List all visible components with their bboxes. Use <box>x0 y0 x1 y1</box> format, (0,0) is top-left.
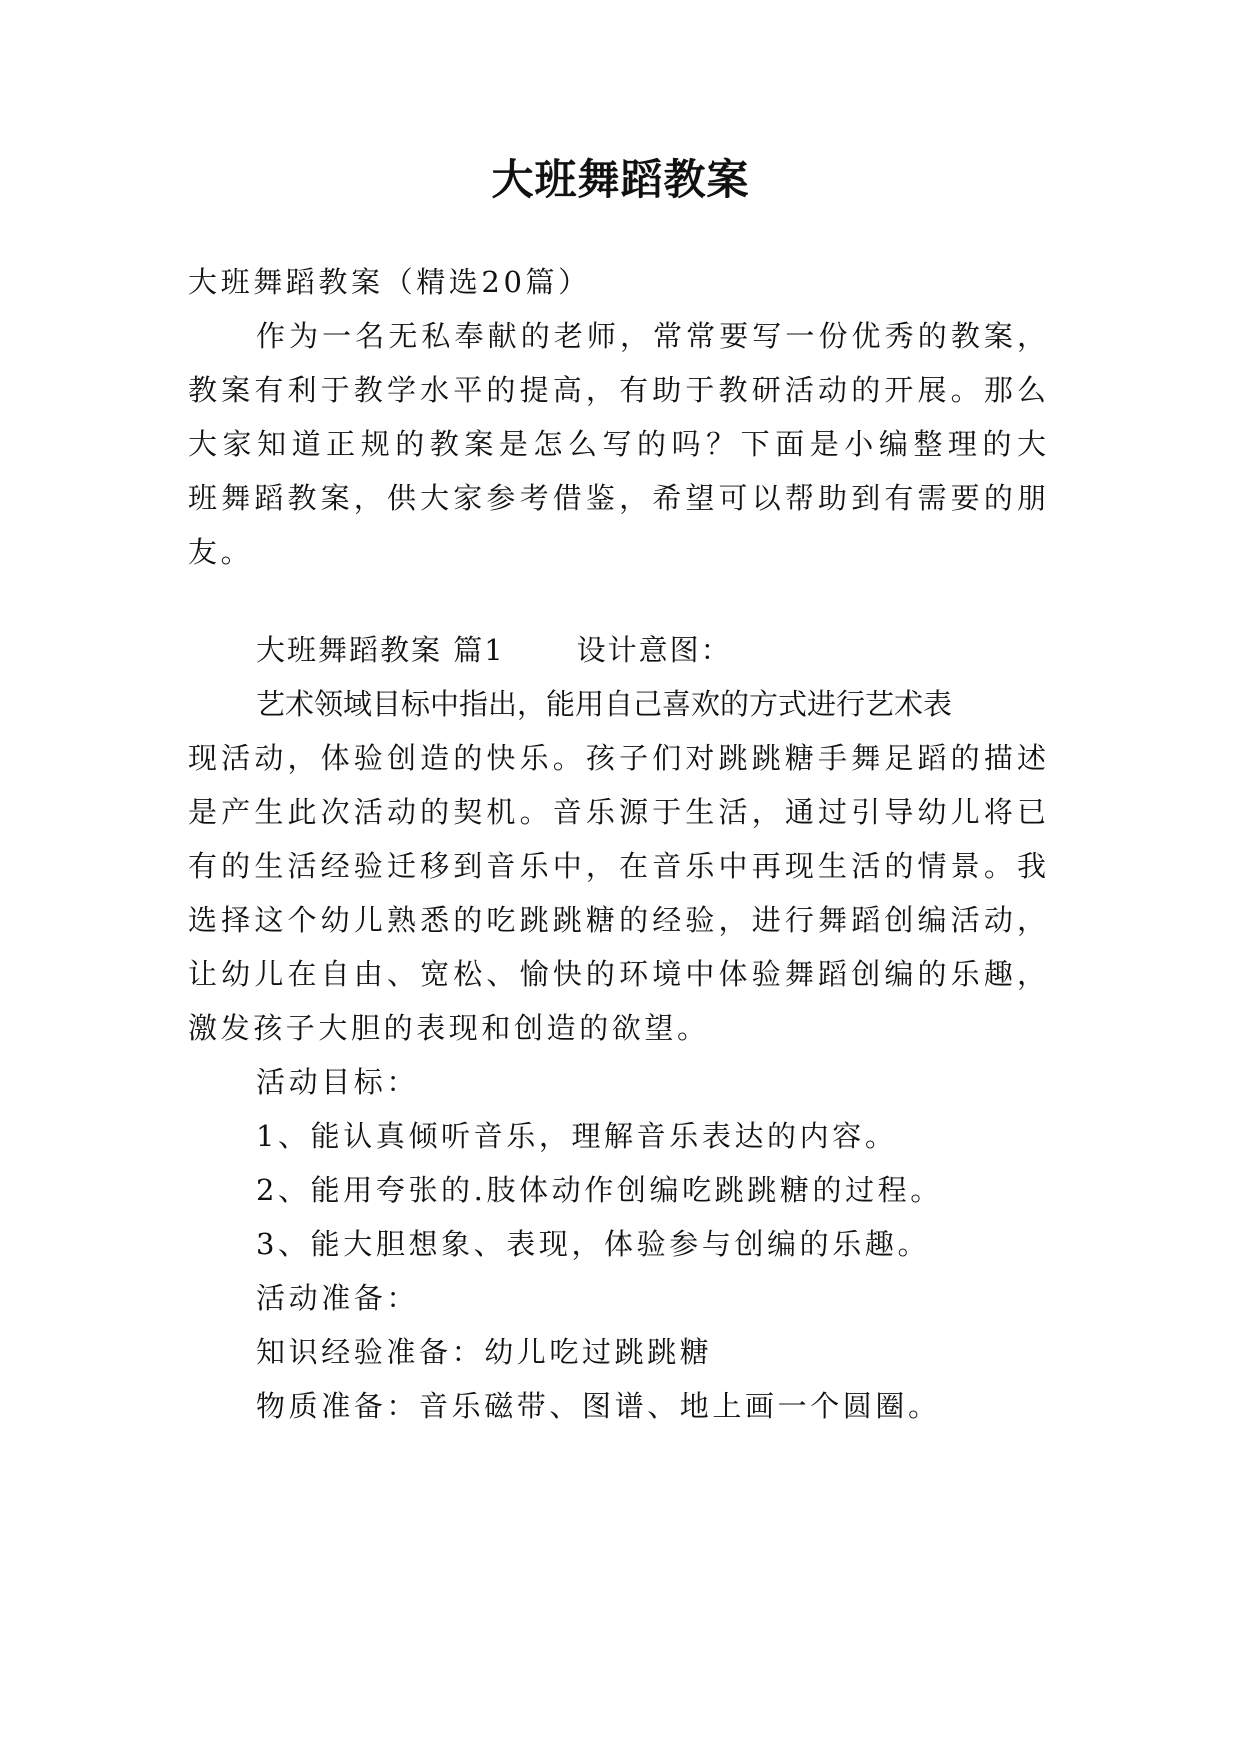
design-line: 是产生此次活动的契机。音乐源于生活，通过引导幼儿将已 <box>188 795 1046 829</box>
section-title: 大班舞蹈教案 篇1 <box>256 633 505 667</box>
design-line: 现活动，体验创造的快乐。孩子们对跳跳糖手舞足蹈的描述 <box>188 741 1046 775</box>
intro-line: 作为一名无私奉献的老师，常常要写一份优秀的教案， <box>256 319 1046 353</box>
design-line: 让幼儿在自由、宽松、愉快的环境中体验舞蹈创编的乐趣， <box>188 957 1046 991</box>
intro-line: 班舞蹈教案，供大家参考借鉴，希望可以帮助到有需要的朋 <box>188 481 1046 515</box>
design-line: 有的生活经验迁移到音乐中，在音乐中再现生活的情景。我 <box>188 849 1046 883</box>
design-line: 选择这个幼儿熟悉的吃跳跳糖的经验，进行舞蹈创编活动， <box>188 903 1046 937</box>
document-subtitle: 大班舞蹈教案（精选20篇） <box>188 265 591 299</box>
document-title: 大班舞蹈教案 <box>491 155 750 204</box>
intro-line: 教案有利于教学水平的提高，有助于教研活动的开展。那么 <box>188 373 1046 407</box>
design-line: 激发孩子大胆的表现和创造的欲望。 <box>188 1011 710 1045</box>
goal-item: 1、能认真倾听音乐，理解音乐表达的内容。 <box>256 1119 898 1153</box>
intro-line: 大家知道正规的教案是怎么写的吗？下面是小编整理的大 <box>188 427 1046 461</box>
goal-item: 3、能大胆想象、表现，体验参与创编的乐趣。 <box>256 1227 931 1261</box>
prep-item: 物质准备：音乐磁带、图谱、地上画一个圆圈。 <box>256 1389 941 1423</box>
goals-heading: 活动目标： <box>256 1065 420 1099</box>
prep-item: 知识经验准备：幼儿吃过跳跳糖 <box>256 1335 713 1369</box>
section-heading <box>256 630 732 670</box>
intro-line: 友。 <box>188 535 254 569</box>
section-label: 设计意图： <box>576 633 732 667</box>
design-line: 艺术领域目标中指出，能用自己喜欢的方式进行艺术表 <box>256 687 953 721</box>
goal-item: 2、能用夸张的.肢体动作创编吃跳跳糖的过程。 <box>256 1173 943 1207</box>
prep-heading: 活动准备： <box>256 1281 420 1315</box>
